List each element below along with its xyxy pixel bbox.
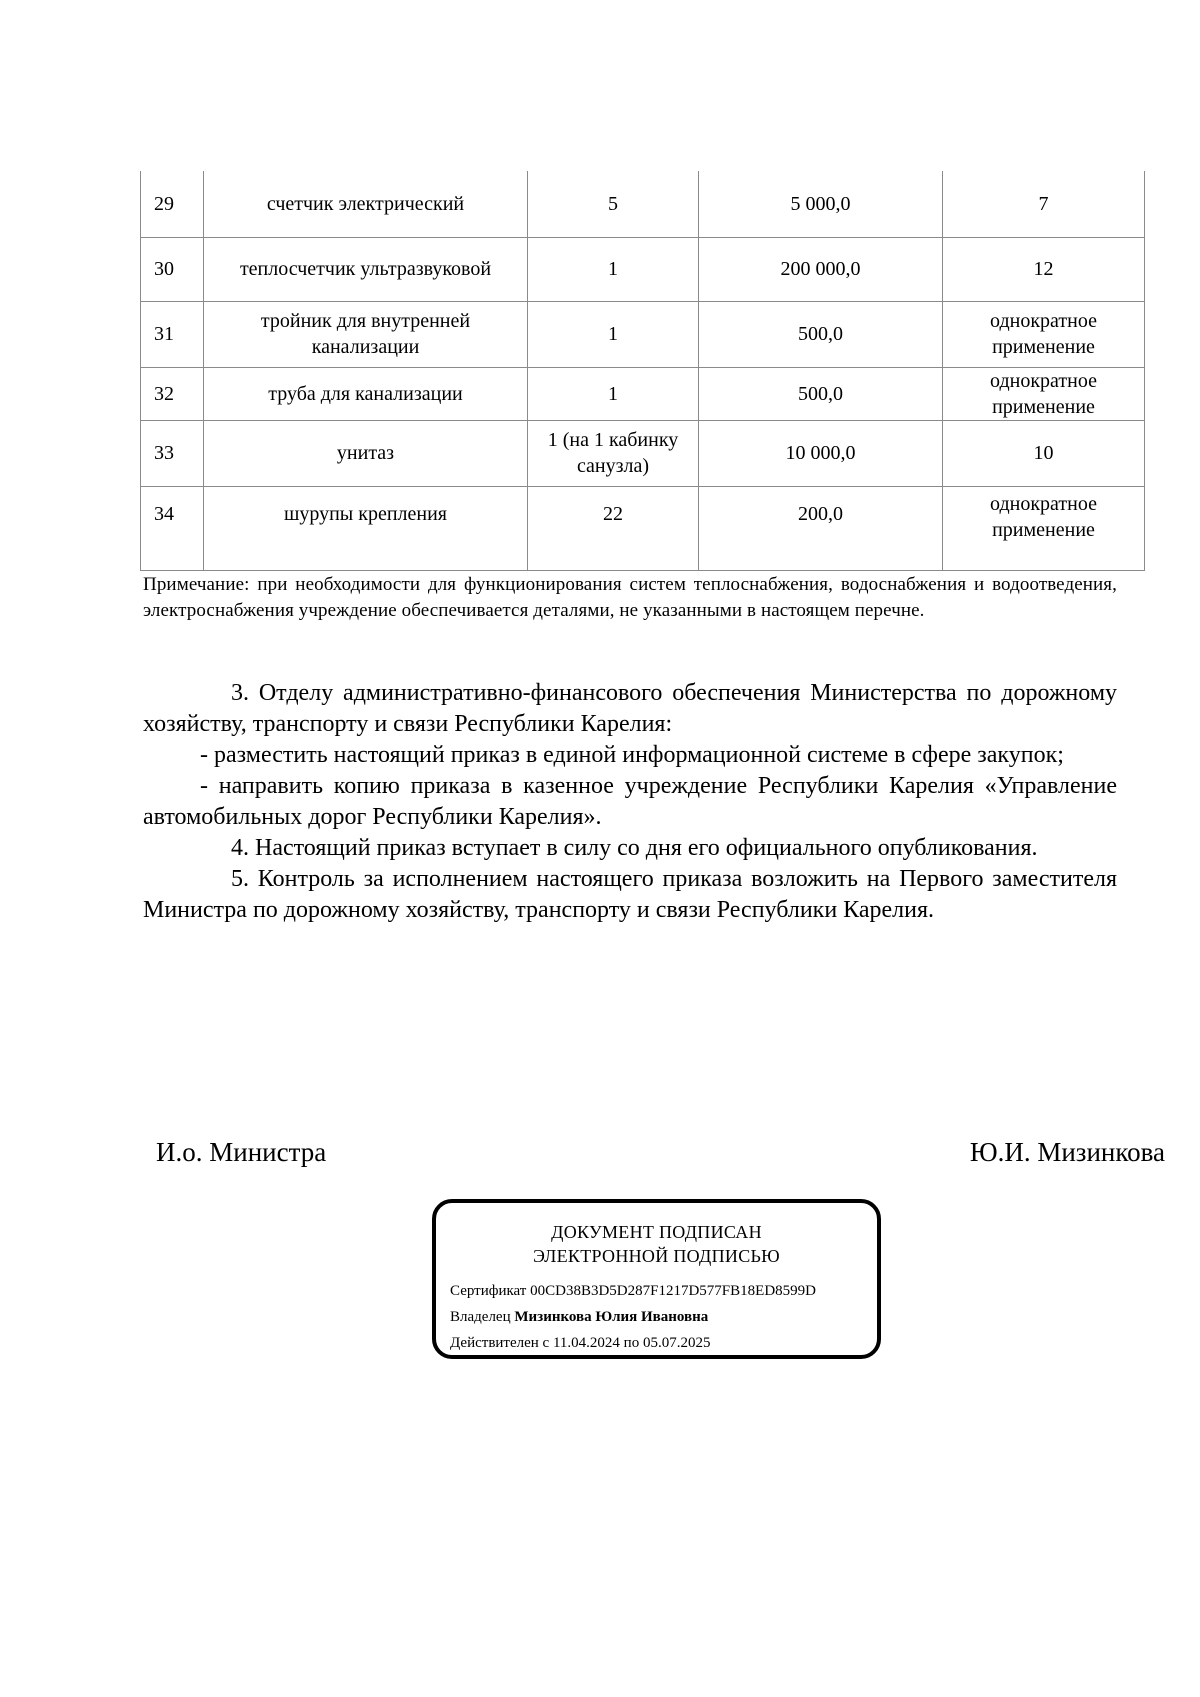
table-row [141,237,1145,301]
item-quantity: 1 (на 1 кабинку санузла) [528,420,699,486]
item-term: 10 [943,420,1145,486]
row-number: 32 [141,367,204,420]
item-price: 500,0 [699,367,943,420]
row-number: 29 [141,171,204,237]
stamp-validity [450,1333,710,1353]
stamp-title [436,1220,877,1268]
valid-to-label: по [623,1335,640,1351]
item-quantity: 5 [528,171,699,237]
items-table [140,171,1145,571]
table-row [141,301,1145,367]
certificate-label: Сертификат [450,1283,527,1299]
item-name: тройник для внутренней канализации [204,301,528,367]
table-row [141,486,1145,570]
item-term: однократное применение [943,301,1145,367]
item-quantity: 1 [528,367,699,420]
table-row [141,367,1145,420]
signer-name: Ю.И. Мизинкова [969,1137,1165,1167]
item-quantity: 1 [528,301,699,367]
electronic-signature-stamp [432,1199,881,1359]
stamp-title-line: ДОКУМЕНТ ПОДПИСАН [551,1222,762,1242]
item-name: шурупы крепления [204,486,528,570]
order-clauses [143,678,1117,926]
owner-name: Мизинкова Юлия Ивановна [514,1309,709,1325]
clause-5: 5. Контроль за исполнением настоящего приказа возложить на Первого заместителя Министра по дорожному хозяйству, транспорту и связи Республики Карелия. [143,866,1117,923]
row-number: 30 [141,237,204,301]
valid-to: 05.07.2025 [642,1335,711,1351]
item-quantity: 22 [528,486,699,570]
item-name: теплосчетчик ультразвуковой [204,237,528,301]
item-name: счетчик электрический [204,171,528,237]
item-price: 200 000,0 [699,237,943,301]
stamp-certificate [450,1281,816,1301]
valid-from: 11.04.2024 [552,1335,620,1351]
clause-3-item-1: - разместить настоящий приказ в единой информационной системе в сфере закупок; [200,742,1064,768]
item-term: 7 [943,171,1145,237]
clause-3-item-2: - направить копию приказа в казенное учреждение Республики Карелия «Управление автомобильных дорог Республики Карелия». [143,773,1117,830]
row-number: 33 [141,420,204,486]
item-price: 200,0 [699,486,943,570]
item-quantity: 1 [528,237,699,301]
item-term: 12 [943,237,1145,301]
certificate-number: 00CD38B3D5D287F1217D577FB18ED8599D [530,1283,816,1299]
stamp-title-line: ЭЛЕКТРОННОЙ ПОДПИСЬЮ [533,1246,780,1266]
item-term: однократное применение [943,367,1145,420]
table-row [141,420,1145,486]
valid-label: Действителен с [450,1335,550,1351]
clause-4: 4. Настоящий приказ вступает в силу со дня его официального опубликования. [231,835,1038,861]
table-note: Примечание: при необходимости для функционирования систем теплоснабжения, водоснабжения и водоотведения, электроснабжения учреждение обеспечивается деталями, не указанными в настоящем перечне. [143,574,1117,621]
item-name: труба для канализации [204,367,528,420]
row-number: 31 [141,301,204,367]
item-name: унитаз [204,420,528,486]
signer-role: И.о. Министра [156,1137,327,1167]
item-price: 10 000,0 [699,420,943,486]
table-row [141,171,1145,237]
clause-3: 3. Отделу административно-финансового обеспечения Министерства по дорожному хозяйству, транспорту и связи Республики Карелия: [143,680,1117,737]
item-price: 5 000,0 [699,171,943,237]
item-price: 500,0 [699,301,943,367]
row-number: 34 [141,486,204,570]
item-term: однократное применение [943,486,1145,570]
stamp-owner [450,1307,708,1327]
owner-label: Владелец [450,1309,511,1325]
